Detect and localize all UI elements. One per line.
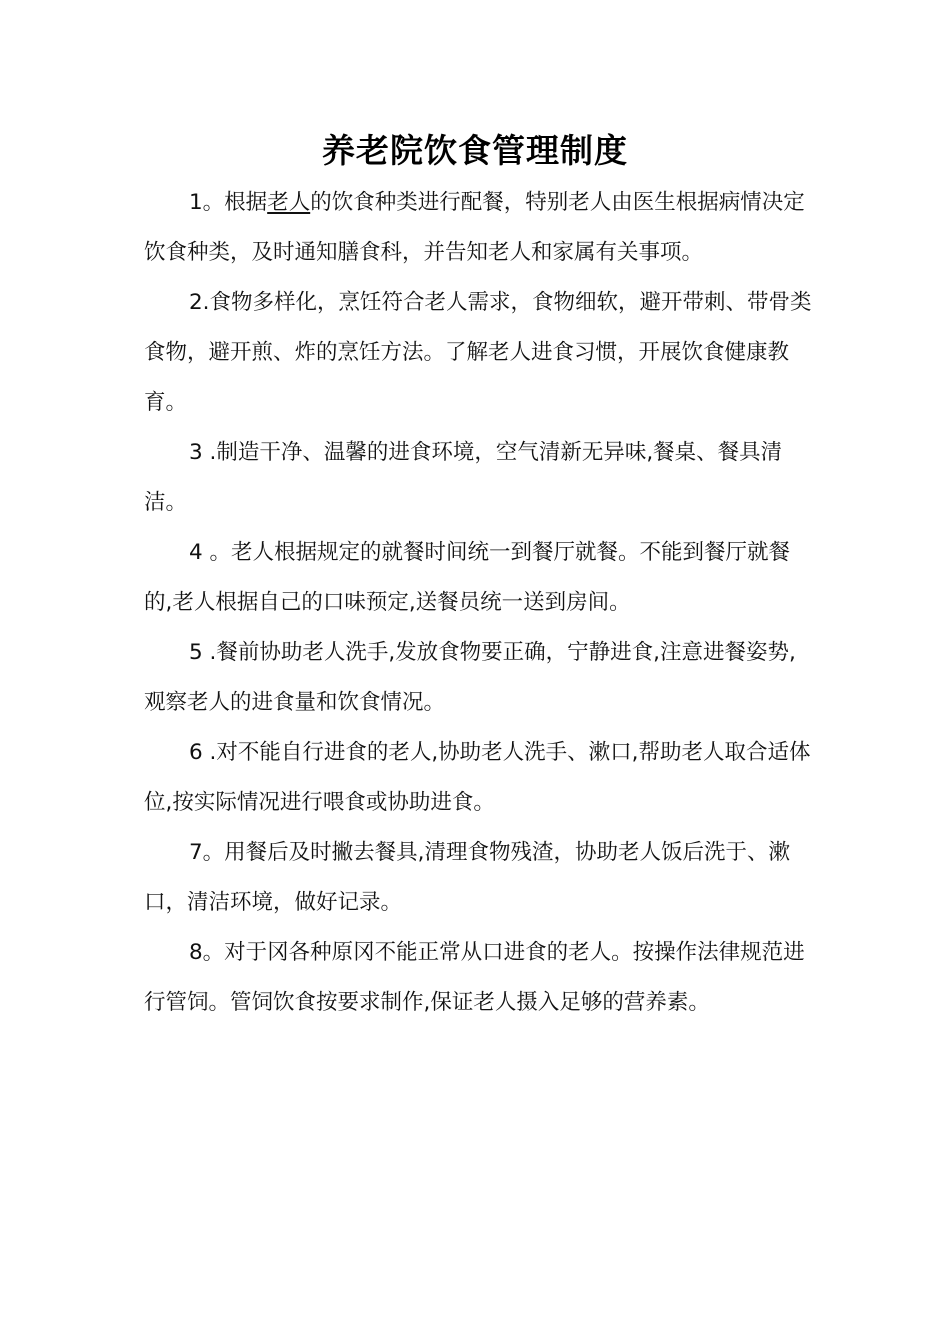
- paragraph-1-text: 的饮食种类进行配餐，特别老人由医生根据病情决定饮食种类，及时通知膳食科，并告知老人和家属有关事项。: [144, 190, 805, 265]
- paragraph-2: 2.食物多样化，烹饪符合老人需求，食物细软，避开带刺、带骨类食物，避开煎、炸的烹饪方法。了解老人进食习惯，开展饮食健康教育。: [144, 290, 812, 415]
- paragraph-6: 6 .对不能自行进食的老人,协助老人洗手、漱口,帮助老人取合适体位,按实际情况进行喂食或协助进食。: [144, 740, 811, 815]
- paragraph-1: [144, 178, 816, 278]
- paragraph-5: 5 .餐前协助老人洗手,发放食物要正确，宁静进食,注意进餐姿势,观察老人的进食量和饮食情况。: [144, 640, 796, 715]
- paragraph-1-prefix: 1。根据: [189, 190, 268, 215]
- underlined-term: 老人: [267, 190, 311, 215]
- document-title: 养老院饮食管理制度: [322, 131, 628, 170]
- paragraph-3: 3 .制造干净、温馨的进食环境，空气清新无异味,餐桌、餐具清洁。: [144, 440, 783, 515]
- paragraph-7: 7。用餐后及时撇去餐具,清理食物残渣，协助老人饭后洗于、漱口，清洁环境，做好记录。: [144, 840, 791, 915]
- paragraph-4: 4 。老人根据规定的就餐时间统一到餐厅就餐。不能到餐厅就餐的,老人根据自己的口味预定,送餐员统一送到房间。: [144, 540, 791, 615]
- document-body: [144, 178, 816, 1028]
- paragraph-8: 8。对于冈各种原冈不能正常从口进食的老人。按操作法律规范进行管饲。管饲饮食按要求制作,保证老人摄入足够的营养素。: [144, 940, 805, 1015]
